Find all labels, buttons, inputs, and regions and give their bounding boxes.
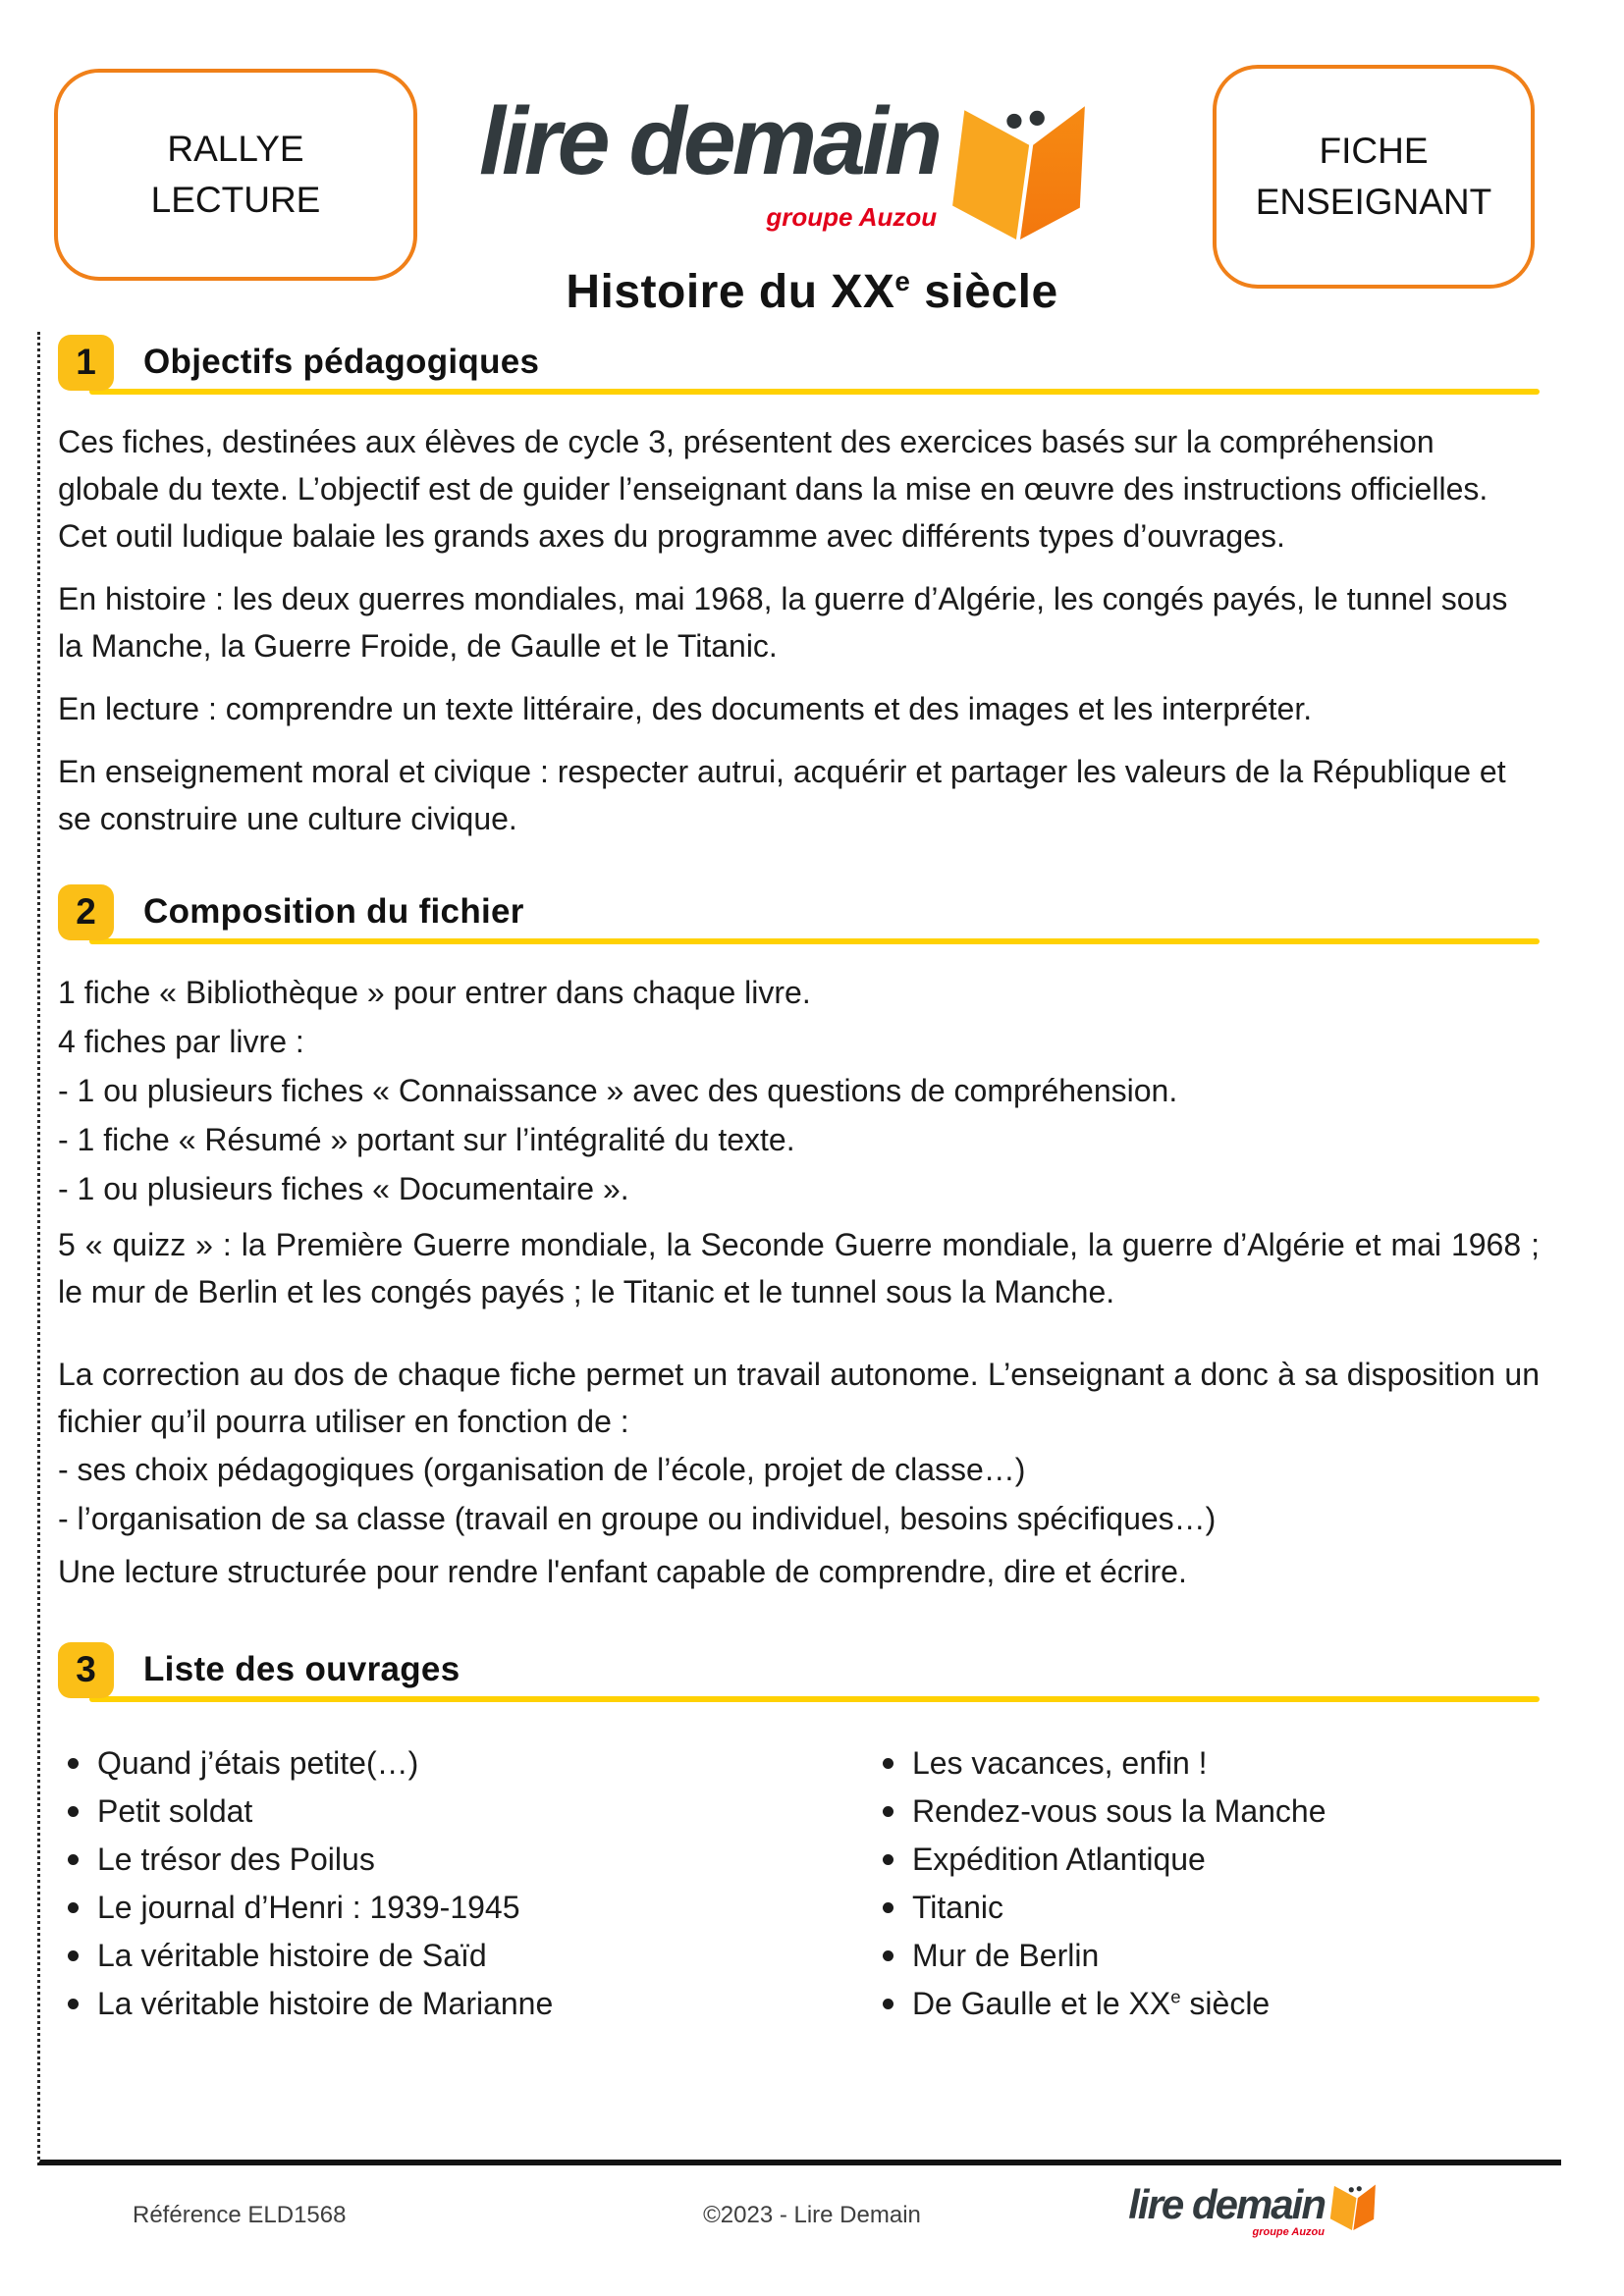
fiche-enseignant-label-line1: FICHE — [1319, 131, 1429, 171]
book-list-right-column — [873, 1739, 1540, 2028]
brand-logo-text: lire demain — [479, 87, 940, 194]
page-title-superscript: e — [894, 266, 911, 296]
footer-brand-text-wrap — [1128, 2181, 1325, 2238]
section-2-heading: Composition du fichier — [143, 892, 524, 931]
footer-reference: Référence ELD1568 — [133, 2202, 347, 2228]
book-item: Titanic — [873, 1884, 1540, 1932]
section-2-number-badge: 2 — [58, 884, 114, 940]
section-1-body — [58, 418, 1540, 842]
book-item: Le journal d’Henri : 1939-1945 — [58, 1884, 873, 1932]
brand-logo-subtext: groupe Auzou — [766, 202, 938, 232]
footer-brand-subtext: groupe Auzou — [1252, 2226, 1325, 2238]
section-1-heading: Objectifs pédagogiques — [143, 343, 540, 381]
brand-logo-text-wrap — [479, 82, 940, 232]
book-list — [58, 1739, 1540, 2028]
line-lecture-structuree: Une lecture structurée pour rendre l'enfant capable de comprendre, dire et écrire. — [58, 1554, 1187, 1589]
section-2-body — [58, 968, 1540, 1596]
content-frame — [37, 332, 1561, 2165]
book-title-part: De Gaulle et le XX — [911, 1986, 1171, 2021]
page-title-pre: Histoire du XX — [566, 266, 895, 318]
line-choix-pedagogiques: - ses choix pédagogiques (organisation de l’école, projet de classe…) — [58, 1452, 1026, 1487]
footer-open-book-icon — [1327, 2179, 1379, 2230]
book-title-part: siècle — [1180, 1986, 1271, 2021]
rallye-lecture-label-line1: RALLYE — [167, 129, 304, 169]
rallye-lecture-box — [54, 69, 417, 281]
rallye-lecture-label-line2: LECTURE — [150, 180, 321, 220]
line-fiche-resume: - 1 fiche « Résumé » portant sur l’intégralité du texte. — [58, 1122, 795, 1157]
section-3-heading: Liste des ouvrages — [143, 1650, 460, 1688]
line-fiches-connaissance: - 1 ou plusieurs fiches « Connaissance » avec des questions de compréhension. — [58, 1073, 1178, 1108]
footer-copyright: ©2023 - Lire Demain — [703, 2202, 921, 2228]
book-list-left-column — [58, 1739, 873, 2028]
section-2-header — [58, 881, 1540, 942]
line-fiche-bibliotheque: 1 fiche « Bibliothèque » pour entrer dans chaque livre. — [58, 975, 811, 1010]
footer-brand-text: lire demain — [1128, 2181, 1325, 2227]
section-3-header — [58, 1639, 1540, 1700]
section-3-number-badge: 3 — [58, 1642, 114, 1698]
line-fiches-documentaire: - 1 ou plusieurs fiches « Documentaire ». — [58, 1171, 629, 1206]
section-1-number-badge: 1 — [58, 335, 114, 391]
book-title-superscript: e — [1170, 1986, 1181, 2007]
book-item: Rendez-vous sous la Manche — [873, 1788, 1540, 1836]
fiche-enseignant-box — [1213, 65, 1535, 289]
paragraph-correction: La correction au dos de chaque fiche permet un travail autonome. L’enseignant a donc à sa disposition un fichier qu’il pourra utiliser en fonction de : — [58, 1357, 1540, 1439]
book-item: Les vacances, enfin ! — [873, 1739, 1540, 1788]
brand-logo — [479, 82, 1094, 240]
section-1-underline — [89, 389, 1540, 395]
book-item: Mur de Berlin — [873, 1932, 1540, 1980]
line-organisation-classe: - l’organisation de sa classe (travail en groupe ou individuel, besoins spécifiques…) — [58, 1501, 1217, 1536]
book-item: Petit soldat — [58, 1788, 873, 1836]
footer-brand-logo — [1128, 2181, 1379, 2238]
fiche-enseignant-label-line2: ENSEIGNANT — [1255, 182, 1492, 222]
book-item: La véritable histoire de Marianne — [58, 1980, 873, 2028]
page-title-post: siècle — [910, 266, 1058, 318]
open-book-icon — [945, 90, 1094, 240]
book-item: Le trésor des Poilus — [58, 1836, 873, 1884]
book-item-de-gaulle — [873, 1980, 1540, 2028]
paragraph-objectifs-intro: Ces fiches, destinées aux élèves de cycle 3, présentent des exercices basés sur la compréhension globale du texte. L’objectif est de guider l’enseignant dans la mise en œuvre des instructions officielles. Cet outil ludique balaie les grands axes du programme avec différents types d’ouvrages. — [58, 424, 1489, 554]
paragraph-enseignement-moral: En enseignement moral et civique : respecter autrui, acquérir et partager les valeurs de la République et se construire une culture civique. — [58, 754, 1506, 836]
section-1-header — [58, 332, 1540, 393]
book-item: Quand j’étais petite(…) — [58, 1739, 873, 1788]
paragraph-en-histoire: En histoire : les deux guerres mondiales, mai 1968, la guerre d’Algérie, les congés payés, le tunnel sous la Manche, la Guerre Froide, de Gaulle et le Titanic. — [58, 581, 1508, 664]
paragraph-quizz: 5 « quizz » : la Première Guerre mondiale, la Seconde Guerre mondiale, la guerre d’Algérie et mai 1968 ; le mur de Berlin et les congés payés ; le Titanic et le tunnel sous la Manche. — [58, 1227, 1540, 1309]
paragraph-en-lecture: En lecture : comprendre un texte littéraire, des documents et des images et les interpréter. — [58, 691, 1313, 726]
book-item: La véritable histoire de Saïd — [58, 1932, 873, 1980]
line-fiches-par-livre: 4 fiches par livre : — [58, 1024, 304, 1059]
book-item: Expédition Atlantique — [873, 1836, 1540, 1884]
section-3-underline — [89, 1696, 1540, 1702]
section-2-underline — [89, 938, 1540, 944]
